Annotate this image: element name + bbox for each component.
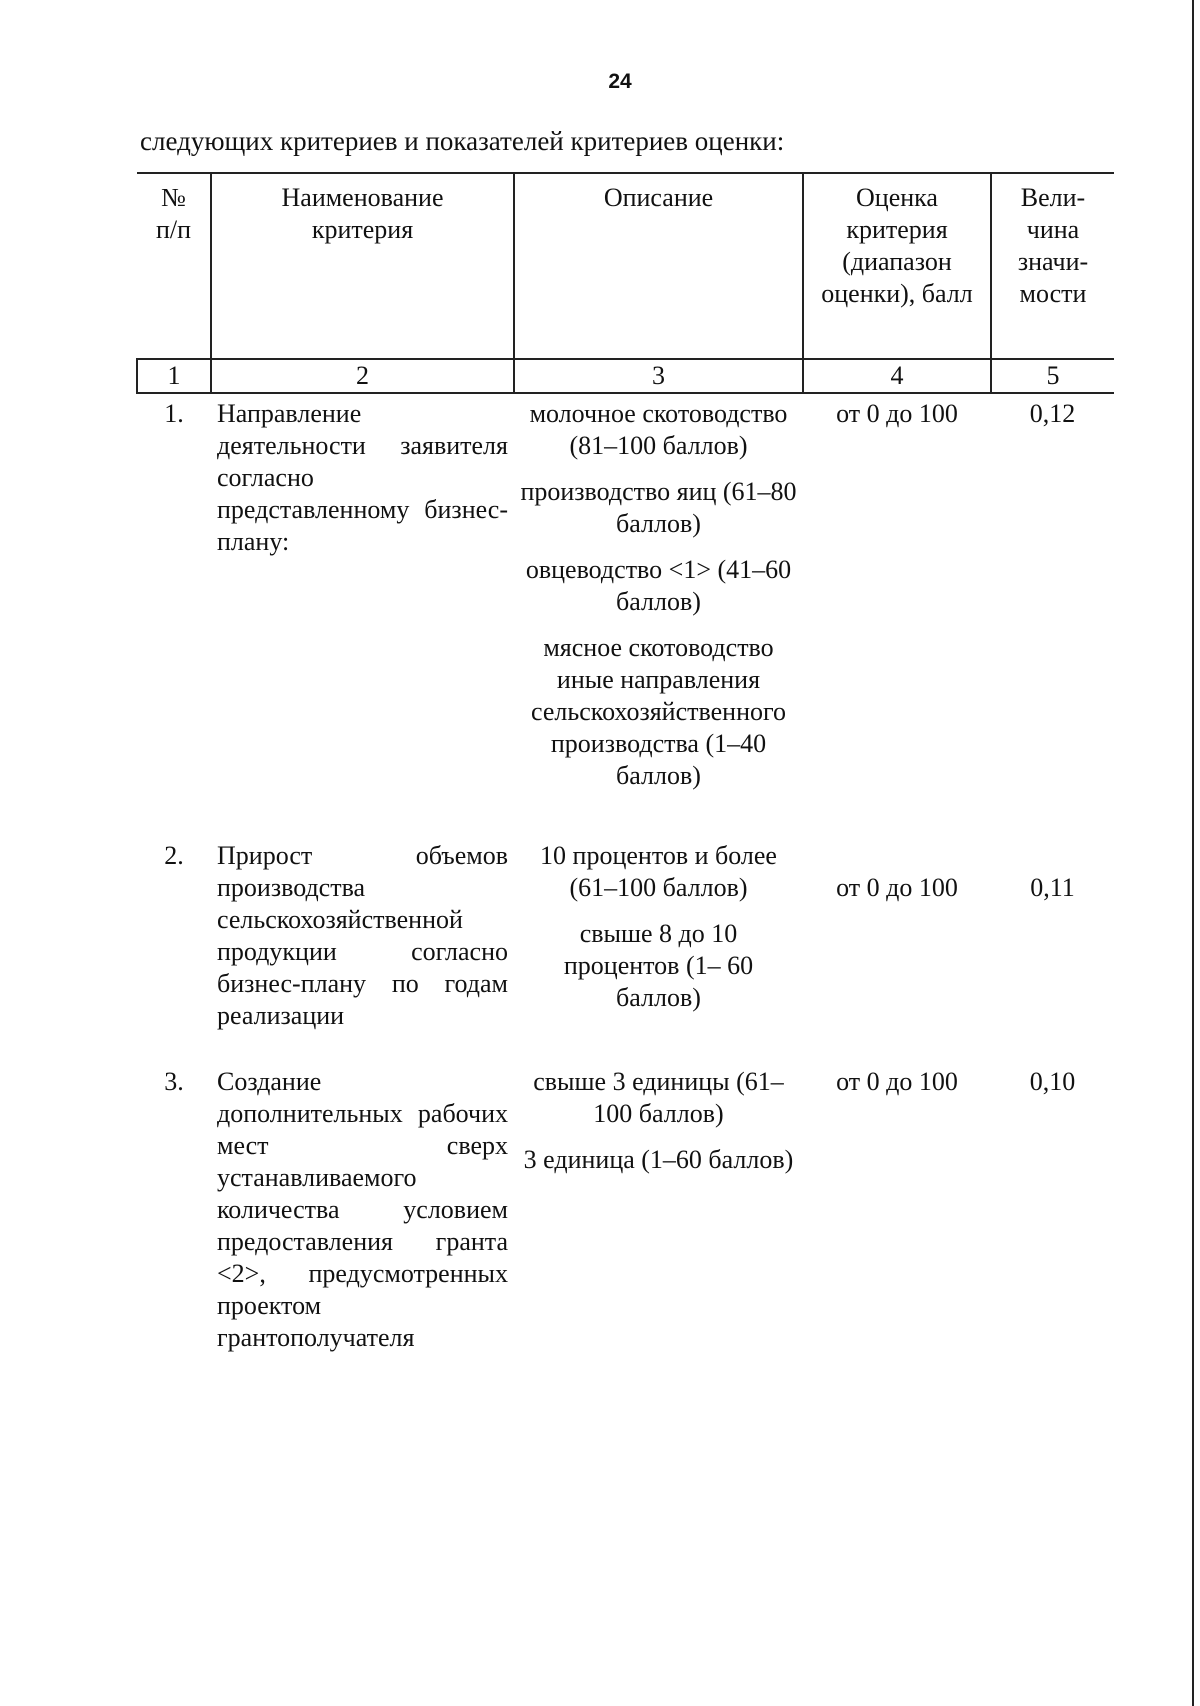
header-name: Наименование критерия	[211, 173, 514, 359]
criterion-weight: 0,12	[1029, 399, 1076, 428]
col-number: 5	[991, 359, 1114, 393]
table-row	[137, 1062, 1114, 1384]
col-number: 1	[137, 359, 211, 393]
row-num: 2.	[164, 841, 184, 870]
criterion-name: Создание дополнительных рабочих мест сверх устанавливаемого количества условием предоставления гранта <2>, предусмотренных проектом грантополучателя	[217, 1067, 508, 1352]
criterion-weight: 0,11	[1030, 873, 1075, 902]
intro-text: следующих критериев и показателей критериев оценки:	[140, 126, 785, 156]
scan-edge	[1192, 0, 1194, 1706]
header-num: № п/п	[137, 173, 211, 359]
criterion-desc	[514, 393, 803, 836]
criterion-name: Прирост объемов производства сельскохозяйственной продукции согласно бизнес-плану по годам реализации	[217, 841, 508, 1030]
desc-item: 10 процентов и более (61–100 баллов)	[540, 841, 777, 902]
column-number-row	[137, 359, 1114, 393]
header-weight: Вели-чина значи-мости	[991, 173, 1114, 359]
criterion-score: от 0 до 100	[836, 1067, 958, 1096]
criteria-table	[136, 172, 1114, 1384]
desc-item: овцеводство <1> (41–60 баллов)	[525, 555, 792, 616]
criterion-score: от 0 до 100	[836, 873, 958, 902]
table-row	[137, 836, 1114, 1062]
desc-item: 3 единица (1–60 баллов)	[523, 1145, 794, 1174]
table-row	[137, 393, 1114, 836]
desc-item: свыше 8 до 10 процентов (1– 60 баллов)	[563, 919, 754, 1012]
col-number: 2	[211, 359, 514, 393]
criterion-desc	[514, 836, 803, 1062]
criterion-weight: 0,10	[1029, 1067, 1076, 1096]
desc-item: молочное скотоводство (81–100 баллов)	[529, 399, 788, 460]
header-row	[137, 173, 1114, 359]
criterion-name: Направление деятельности заявителя согласно представленному бизнес-плану:	[217, 399, 508, 556]
header-desc: Описание	[514, 173, 803, 359]
desc-item: мясное скотоводство иные направления сельскохозяйственного производства (1–40 баллов)	[531, 633, 786, 790]
col-number: 4	[803, 359, 991, 393]
criterion-desc	[514, 1062, 803, 1384]
desc-item: производство яиц (61–80 баллов)	[520, 477, 797, 538]
desc-item: свыше 3 единицы (61–100 баллов)	[533, 1067, 784, 1128]
criterion-score: от 0 до 100	[836, 399, 958, 428]
header-score: Оценка критерия (диапазон оценки), балл	[803, 173, 991, 359]
col-number: 3	[514, 359, 803, 393]
row-num: 3.	[164, 1067, 184, 1096]
row-num: 1.	[164, 399, 184, 428]
page-number: 24	[608, 70, 632, 93]
